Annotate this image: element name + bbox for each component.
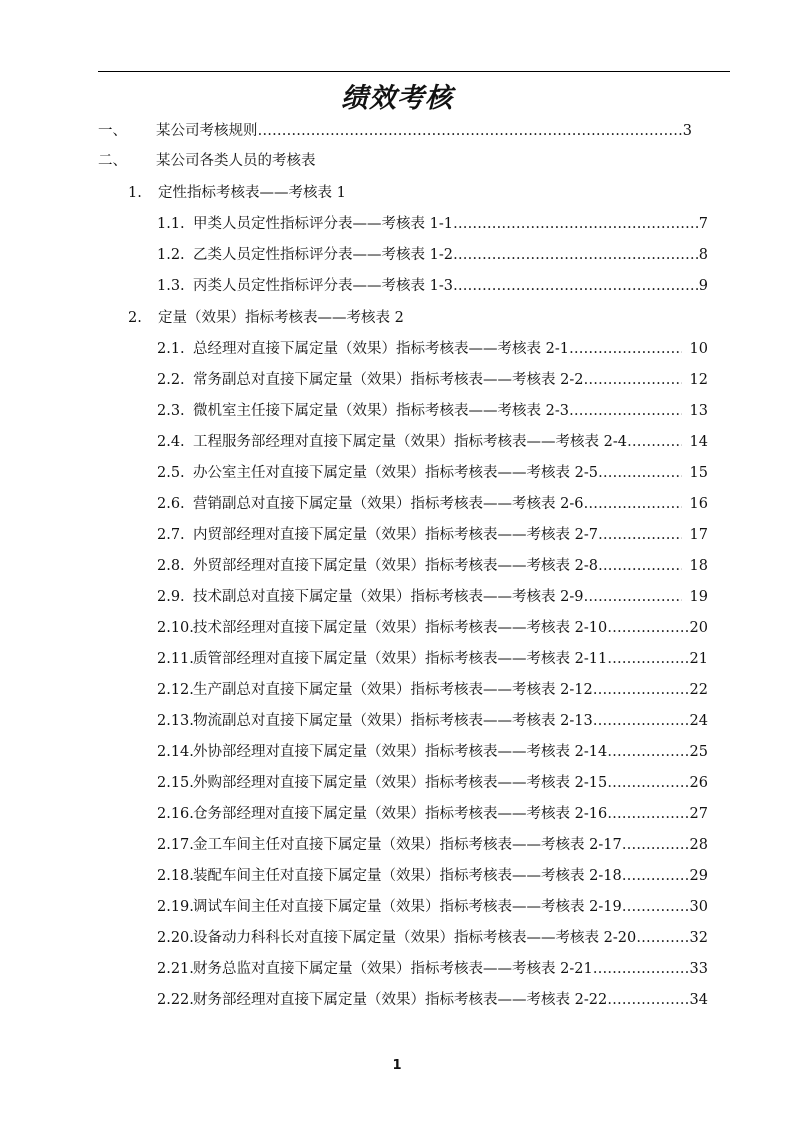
toc-entry-page: 18: [689, 558, 708, 574]
toc-entry[interactable]: [157, 647, 708, 671]
toc-entry-number: 2.13.: [157, 713, 194, 729]
toc-entry-number: 1.2.: [157, 247, 185, 263]
toc-entry[interactable]: [157, 585, 708, 609]
toc-entry-page: 24: [689, 713, 708, 729]
toc-entry-number: 2.14.: [157, 744, 194, 760]
toc-dot-leader: [569, 399, 682, 423]
toc-entry-title: 内贸部经理对直接下属定量（效果）指标考核表——考核表 2-7: [193, 527, 598, 543]
toc-entry[interactable]: [157, 926, 708, 950]
toc-dot-leader: [607, 802, 689, 826]
toc-entry-page: 7: [698, 216, 708, 232]
document-title: 绩效考核: [341, 83, 453, 114]
toc-entry-title: 技术部经理对直接下属定量（效果）指标考核表——考核表 2-10: [193, 620, 608, 636]
toc-entry-title: 微机室主任接下属定量（效果）指标考核表——考核表 2-3: [193, 403, 569, 419]
toc-entry-title: 丙类人员定性指标评分表——考核表 1-3: [193, 278, 453, 294]
toc-entry[interactable]: [157, 430, 708, 454]
toc-entry[interactable]: [128, 181, 708, 205]
toc-entry-number: 2.10.: [157, 620, 194, 636]
toc-dot-leader: [569, 337, 682, 361]
toc-entry-title: 定性指标考核表——考核表 1: [158, 185, 346, 201]
toc-entry-number: 二、: [98, 153, 127, 169]
toc-dot-leader: [607, 616, 689, 640]
toc-entry-number: 2.5.: [157, 465, 185, 481]
toc-entry-number: 2.9.: [157, 589, 185, 605]
toc-dot-leader: [453, 243, 698, 267]
toc-entry-page: 33: [689, 961, 708, 977]
toc-entry[interactable]: [157, 243, 708, 267]
toc-entry-title: 仓务部经理对直接下属定量（效果）指标考核表——考核表 2-16: [193, 806, 608, 822]
toc-entry-number: 2.4.: [157, 434, 185, 450]
toc-entry-number: 2.18.: [157, 868, 194, 884]
toc-entry-number: 2.20.: [157, 930, 194, 946]
toc-entry-title: 办公室主任对直接下属定量（效果）指标考核表——考核表 2-5: [193, 465, 598, 481]
toc-entry-number: 一、: [98, 123, 127, 139]
toc-dot-leader: [583, 368, 681, 392]
page-number: 1: [392, 1058, 402, 1073]
toc-entry-page: 21: [689, 651, 708, 667]
toc-dot-leader: [593, 957, 690, 981]
toc-entry[interactable]: [98, 149, 692, 173]
toc-entry-title: 总经理对直接下属定量（效果）指标考核表——考核表 2-1: [193, 341, 569, 357]
toc-dot-leader: [583, 585, 681, 609]
toc-entry-title: 定量（效果）指标考核表——考核表 2: [158, 310, 404, 326]
toc-entry[interactable]: [157, 771, 708, 795]
toc-entry-title: 某公司各类人员的考核表: [156, 153, 316, 169]
toc-entry[interactable]: [157, 678, 708, 702]
toc-entry-number: 2.6.: [157, 496, 185, 512]
toc-dot-leader: [627, 430, 682, 454]
toc-entry-page: 32: [689, 930, 708, 946]
toc-dot-leader: [598, 554, 682, 578]
toc-dot-leader: [258, 119, 683, 143]
toc-entry-title: 外贸部经理对直接下属定量（效果）指标考核表——考核表 2-8: [193, 558, 598, 574]
toc-dot-leader: [636, 926, 689, 950]
toc-entry-number: 2.21.: [157, 961, 194, 977]
toc-entry-page: 26: [689, 775, 708, 791]
toc-entry-title: 物流副总对直接下属定量（效果）指标考核表——考核表 2-13: [193, 713, 593, 729]
toc-entry[interactable]: [157, 802, 708, 826]
toc-dot-leader: [453, 274, 698, 298]
toc-dot-leader: [607, 647, 689, 671]
toc-entry-page: 30: [689, 899, 708, 915]
toc-dot-leader: [593, 709, 690, 733]
toc-entry[interactable]: [157, 337, 708, 361]
toc-entry[interactable]: [157, 492, 708, 516]
toc-dot-leader: [453, 212, 698, 236]
toc-entry-page: 27: [689, 806, 708, 822]
toc-dot-leader: [598, 461, 682, 485]
toc-entry-title: 质管部经理对直接下属定量（效果）指标考核表——考核表 2-11: [193, 651, 608, 667]
toc-entry-title: 装配车间主任对直接下属定量（效果）指标考核表——考核表 2-18: [193, 868, 622, 884]
toc-entry-title: 设备动力科科长对直接下属定量（效果）指标考核表——考核表 2-20: [193, 930, 637, 946]
toc-entry[interactable]: [157, 212, 708, 236]
toc-entry[interactable]: [157, 399, 708, 423]
toc-entry-title: 甲类人员定性指标评分表——考核表 1-1: [193, 216, 453, 232]
toc-entry-number: 2.: [128, 310, 142, 326]
toc-entry-number: 2.11.: [157, 651, 194, 667]
toc-entry[interactable]: [157, 957, 708, 981]
toc-entry-page: 9: [698, 278, 708, 294]
toc-dot-leader: [607, 988, 689, 1012]
toc-entry-page: 29: [689, 868, 708, 884]
toc-entry-title: 某公司考核规则: [156, 123, 258, 139]
toc-entry-page: 13: [689, 403, 708, 419]
toc-entry[interactable]: [157, 988, 708, 1012]
toc-entry-page: 16: [689, 496, 708, 512]
toc-entry-page: 12: [689, 372, 708, 388]
toc-entry[interactable]: [157, 461, 708, 485]
toc-entry-number: 2.16.: [157, 806, 194, 822]
toc-entry[interactable]: [98, 119, 692, 143]
toc-entry-title: 常务副总对直接下属定量（效果）指标考核表——考核表 2-2: [193, 372, 584, 388]
toc-entry[interactable]: [157, 864, 708, 888]
toc-entry-page: 3: [682, 123, 692, 139]
toc-entry-page: 8: [698, 247, 708, 263]
toc-entry-page: 10: [689, 341, 708, 357]
toc-entry-page: 28: [689, 837, 708, 853]
toc-entry-title: 金工车间主任对直接下属定量（效果）指标考核表——考核表 2-17: [193, 837, 622, 853]
toc-entry[interactable]: [157, 895, 708, 919]
toc-entry-page: 20: [689, 620, 708, 636]
toc-entry[interactable]: [157, 523, 708, 547]
toc-entry-title: 外购部经理对直接下属定量（效果）指标考核表——考核表 2-15: [193, 775, 608, 791]
toc-entry[interactable]: [157, 554, 708, 578]
toc-entry-number: 1.: [128, 185, 142, 201]
toc-entry-number: 2.7.: [157, 527, 185, 543]
toc-entry-number: 1.3.: [157, 278, 185, 294]
toc-entry[interactable]: [157, 368, 708, 392]
toc-entry-title: 生产副总对直接下属定量（效果）指标考核表——考核表 2-12: [193, 682, 593, 698]
toc-entry-number: 1.1.: [157, 216, 185, 232]
toc-entry-number: 2.22.: [157, 992, 194, 1008]
toc-entry[interactable]: [157, 833, 708, 857]
toc-entry-title: 工程服务部经理对直接下属定量（效果）指标考核表——考核表 2-4: [193, 434, 627, 450]
toc-entry-number: 2.3.: [157, 403, 185, 419]
toc-entry-page: 14: [689, 434, 708, 450]
toc-entry-title: 乙类人员定性指标评分表——考核表 1-2: [193, 247, 453, 263]
toc-entry-number: 2.15.: [157, 775, 194, 791]
toc-entry-title: 外协部经理对直接下属定量（效果）指标考核表——考核表 2-14: [193, 744, 608, 760]
toc-entry-page: 15: [689, 465, 708, 481]
toc-entry-page: 25: [689, 744, 708, 760]
toc-entry-page: 19: [689, 589, 708, 605]
toc-entry-number: 2.1.: [157, 341, 185, 357]
toc-entry-title: 财务总监对直接下属定量（效果）指标考核表——考核表 2-21: [193, 961, 593, 977]
toc-entry[interactable]: [128, 306, 708, 330]
toc-dot-leader: [607, 740, 689, 764]
toc-dot-leader: [598, 523, 682, 547]
toc-entry-number: 2.12.: [157, 682, 194, 698]
toc-dot-leader: [583, 492, 681, 516]
toc-dot-leader: [622, 864, 690, 888]
toc-entry-title: 营销副总对直接下属定量（效果）指标考核表——考核表 2-6: [193, 496, 584, 512]
toc-entry[interactable]: [157, 616, 708, 640]
toc-dot-leader: [593, 678, 690, 702]
toc-entry-title: 财务部经理对直接下属定量（效果）指标考核表——考核表 2-22: [193, 992, 608, 1008]
toc-entry-number: 2.2.: [157, 372, 185, 388]
toc-entry-number: 2.17.: [157, 837, 194, 853]
toc-entry-number: 2.8.: [157, 558, 185, 574]
toc-entry-page: 34: [689, 992, 708, 1008]
toc-dot-leader: [607, 771, 689, 795]
toc-entry-page: 22: [689, 682, 708, 698]
toc-entry[interactable]: [157, 274, 708, 298]
toc-dot-leader: [622, 833, 690, 857]
toc-entry[interactable]: [157, 740, 708, 764]
toc-entry-number: 2.19.: [157, 899, 194, 915]
toc-entry-title: 技术副总对直接下属定量（效果）指标考核表——考核表 2-9: [193, 589, 584, 605]
toc-dot-leader: [622, 895, 690, 919]
toc-entry-title: 调试车间主任对直接下属定量（效果）指标考核表——考核表 2-19: [193, 899, 622, 915]
toc-entry[interactable]: [157, 709, 708, 733]
toc-entry-page: 17: [689, 527, 708, 543]
